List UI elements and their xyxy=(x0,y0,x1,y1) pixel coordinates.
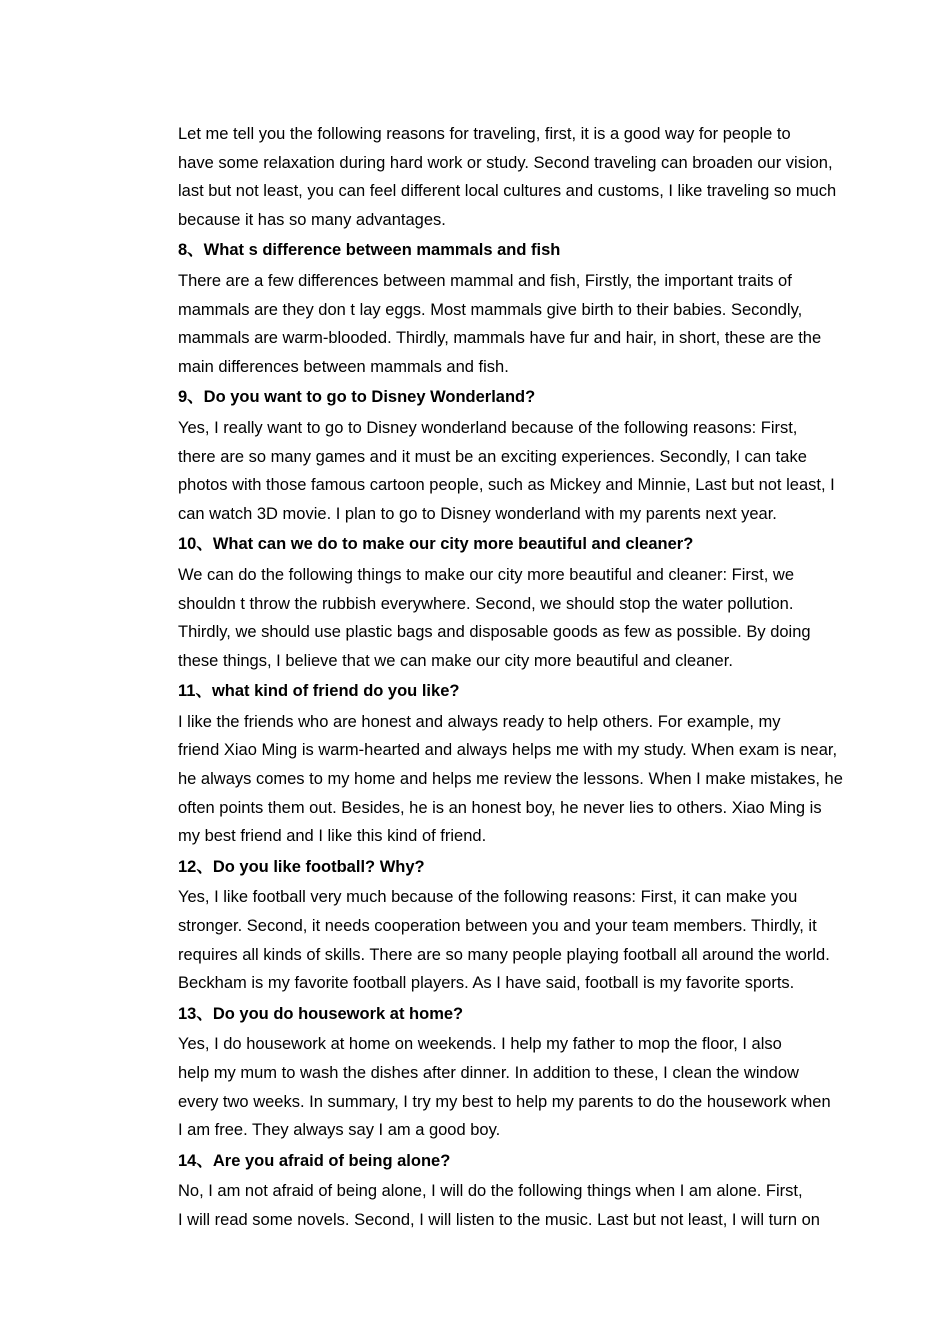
text-line: help my mum to wash the dishes after dinner. In addition to these, I clean the window xyxy=(178,1064,799,1082)
text-line: No, I am not afraid of being alone, I will do the following things when I am alone. First, xyxy=(178,1182,803,1201)
answer-paragraph xyxy=(144,267,822,381)
question-heading: 11、what kind of friend do you like? xyxy=(178,682,460,701)
question-heading: 10、What can we do to make our city more beautiful and cleaner? xyxy=(178,535,694,554)
text-line: Let me tell you the following reasons for traveling, first, it is a good way for people to xyxy=(178,125,791,143)
text-line: there are so many games and it must be an exciting experiences. Secondly, I can take xyxy=(178,447,807,466)
paragraph-travel xyxy=(144,120,837,234)
section-alone xyxy=(144,1147,820,1235)
text-line: Thirdly, we should use plastic bags and disposable goods as few as possible. By doing xyxy=(178,623,811,642)
text-line: shouldn t throw the rubbish everywhere. Second, we should stop the water pollution. xyxy=(178,594,794,613)
text-line: last but not least, you can feel different local cultures and customs, I like traveling so much xyxy=(178,182,837,201)
text-line: I like the friends who are honest and always ready to help others. For example, my xyxy=(178,712,781,731)
text-line: he always comes to my home and helps me review the lessons. When I make mistakes, he xyxy=(178,770,843,789)
answer-paragraph xyxy=(144,883,830,997)
text-line: Beckham is my favorite football players. As I have said, football is my favorite sports. xyxy=(178,974,795,993)
text-line: Yes, I do housework at home on weekends. I help my father to mop the floor, I also xyxy=(178,1035,782,1054)
text-line: friend Xiao Ming is warm-hearted and always helps me with my study. When exam is near, xyxy=(178,741,838,760)
answer-paragraph xyxy=(144,708,843,851)
section-disney xyxy=(144,383,835,528)
text-line: I am free. They always say I am a good boy. xyxy=(178,1121,501,1140)
text-line: often points them out. Besides, he is an honest boy, he never lies to others. Xiao Ming is xyxy=(178,798,822,817)
question-heading: 8、What s difference between mammals and fish xyxy=(178,241,561,260)
answer-paragraph xyxy=(144,414,835,528)
text-line: stronger. Second, it needs cooperation between you and your team members. Thirdly, it xyxy=(178,917,817,936)
section-friend xyxy=(144,677,843,851)
question-heading: 12、Do you like football? Why? xyxy=(178,857,425,876)
text-line: mammals are warm-blooded. Thirdly, mammals have fur and hair, in short, these are the xyxy=(178,329,822,348)
text-line: requires all kinds of skills. There are so many people playing football all around the world. xyxy=(178,945,830,964)
text-line: mammals are they don t lay eggs. Most mammals give birth to their babies. Secondly, xyxy=(178,300,803,319)
section-city xyxy=(144,530,814,675)
answer-paragraph xyxy=(144,1030,831,1144)
section-football xyxy=(144,853,830,998)
text-line: Yes, I like football very much because of the following reasons: First, it can make you xyxy=(178,888,798,907)
text-line: these things, I believe that we can make our city more beautiful and cleaner. xyxy=(178,651,733,670)
answer-paragraph xyxy=(144,561,814,675)
text-line: because it has so many advantages. xyxy=(178,210,446,229)
question-heading: 13、Do you do housework at home? xyxy=(178,1004,464,1023)
section-mammals-fish xyxy=(144,236,822,381)
text-line: There are a few differences between mammal and fish, Firstly, the important traits of xyxy=(178,271,792,290)
section-travel xyxy=(144,120,837,234)
text-line: my best friend and I like this kind of friend. xyxy=(178,827,487,846)
answer-paragraph xyxy=(144,1177,820,1234)
text-line: We can do the following things to make our city more beautiful and cleaner: First, we xyxy=(178,565,795,584)
text-line: Yes, I really want to go to Disney wonderland because of the following reasons: First, xyxy=(178,418,798,437)
question-heading: 14、Are you afraid of being alone? xyxy=(178,1151,451,1170)
text-line: photos with those famous cartoon people, such as Mickey and Minnie, Last but not least, I xyxy=(178,476,835,495)
text-line: I will read some novels. Second, I will listen to the music. Last but not least, I will turn on xyxy=(178,1210,820,1229)
text-line: main differences between mammals and fish. xyxy=(178,357,509,376)
question-heading: 9、Do you want to go to Disney Wonderland? xyxy=(178,388,536,407)
text-line: can watch 3D movie. I plan to go to Disney wonderland with my parents next year. xyxy=(178,504,777,523)
text-line: every two weeks. In summary, I try my best to help my parents to do the housework when xyxy=(178,1092,831,1111)
text-line: have some relaxation during hard work or study. Second traveling can broaden our vision, xyxy=(178,153,833,172)
section-housework xyxy=(144,1000,831,1145)
document-body xyxy=(144,120,843,1235)
